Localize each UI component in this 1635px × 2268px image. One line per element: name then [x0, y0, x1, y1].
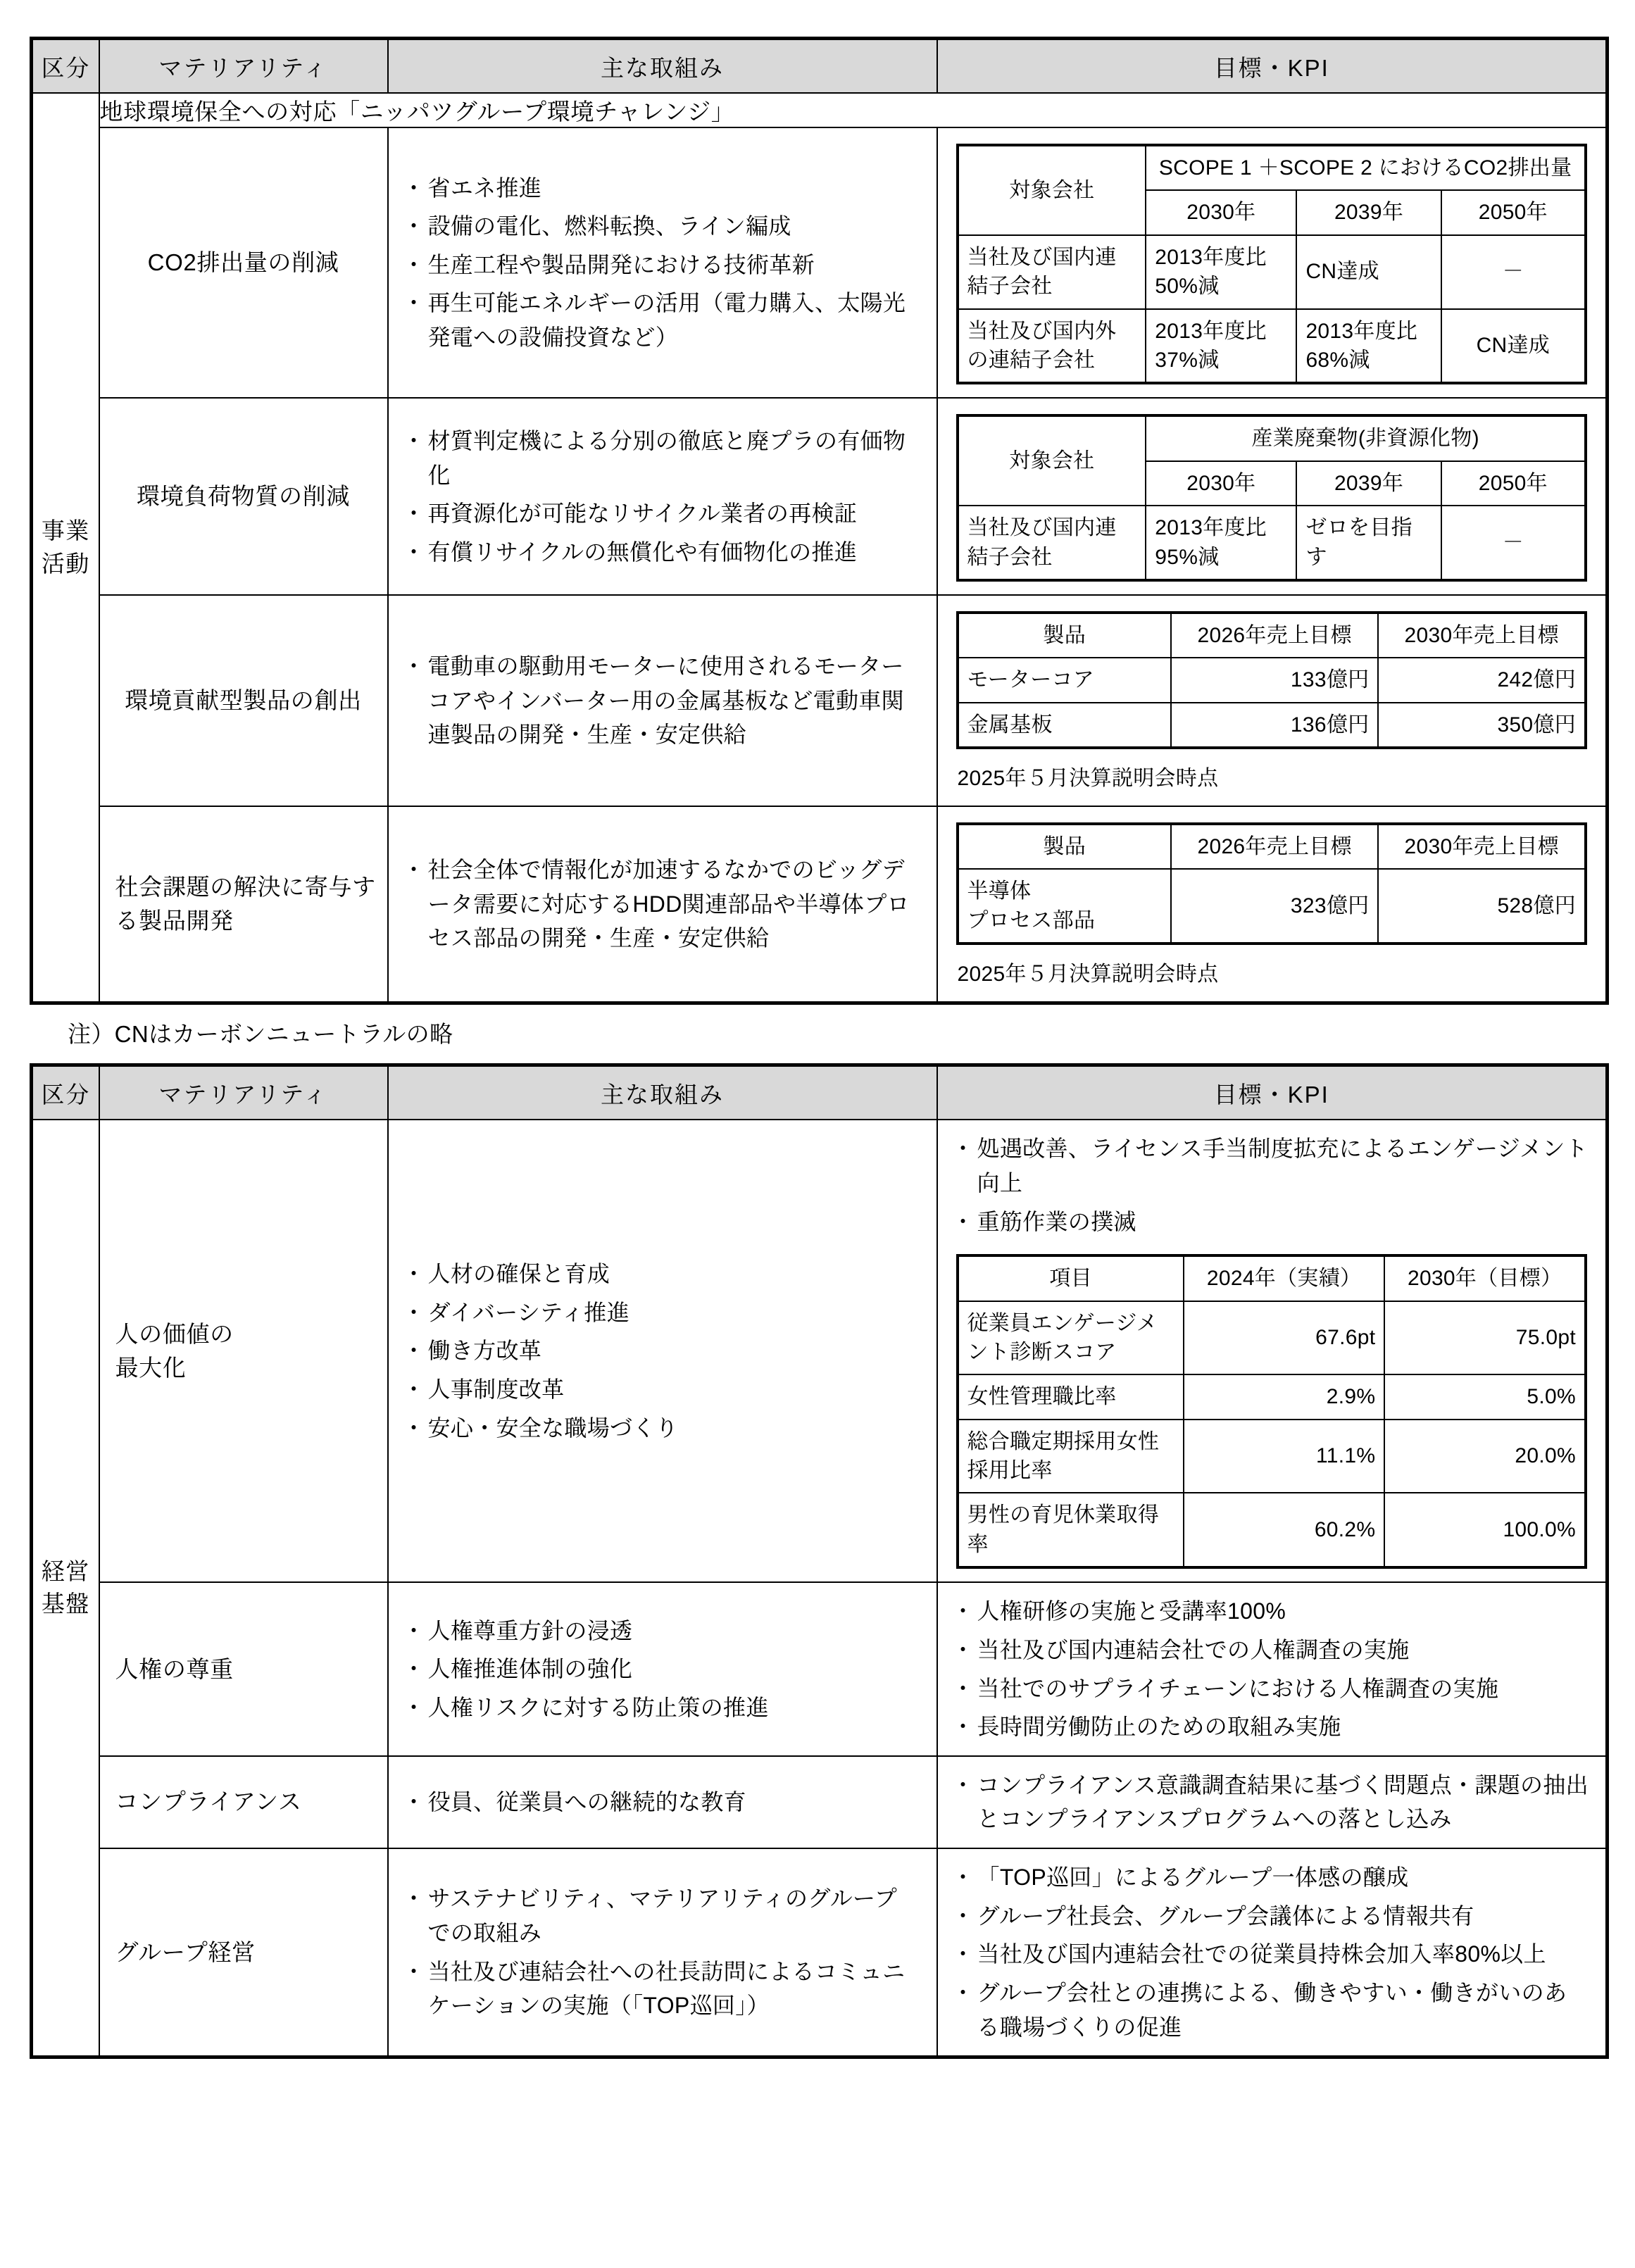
kpi-eco-products — [937, 595, 1608, 806]
table-row-social-products — [32, 806, 1608, 1003]
kpi-item: 従業員エンゲージメント診断スコア — [958, 1301, 1184, 1375]
human-capital-kpi-table — [956, 1254, 1588, 1569]
category-line-1: 事業 — [41, 518, 90, 544]
table-row — [958, 658, 1586, 702]
table-row — [958, 1493, 1586, 1567]
actions-co2 — [388, 127, 937, 398]
kpi-table-wrap — [938, 807, 1606, 1001]
actions-compliance — [388, 1756, 937, 1848]
kpi-year-2050: 2050年 — [1441, 190, 1586, 234]
sales-value-2030: 528億円 — [1378, 869, 1586, 944]
sales-header-2030: 2030年売上目標 — [1378, 824, 1586, 869]
actions-social-products — [388, 806, 937, 1003]
kpi-bullet-list — [938, 1849, 1606, 2055]
table-row — [958, 1255, 1586, 1301]
kpi-actual: 11.1% — [1184, 1420, 1385, 1493]
kpi-value: 2013年度比95%減 — [1146, 506, 1296, 580]
category-line-1: 経営 — [41, 1558, 90, 1584]
header-actions: 主な取組み — [388, 39, 937, 94]
list-item: ・ 働き方改革 — [404, 1334, 920, 1368]
table-row-compliance — [32, 1756, 1608, 1848]
sales-value-2026: 323億円 — [1171, 869, 1379, 944]
list-item: ・ 当社及び国内連結会社での従業員持株会加入率80%以上 — [953, 1937, 1589, 1972]
list-item: ・ 人権研修の実施と受講率100% — [953, 1594, 1589, 1629]
action-list — [389, 1870, 936, 2034]
list-item: ・ 電動車の駆動用モーターに使用されるモーターコアやインバーター用の金属基板など電動車関連製品の開発・生産・安定供給 — [404, 649, 920, 752]
table-row — [958, 415, 1586, 461]
sales-product-line-1: 半導体 — [967, 879, 1032, 903]
category-cell-business — [32, 93, 99, 1003]
eco-products-sales-table — [956, 611, 1588, 749]
sales-product: 金属基板 — [958, 703, 1171, 748]
kpi-year-2039: 2039年 — [1296, 461, 1441, 506]
sales-value-2026: 133億円 — [1171, 658, 1379, 702]
sales-header-2026: 2026年売上目標 — [1171, 613, 1379, 658]
actions-group-management — [388, 1848, 937, 2057]
materiality-eco-products: 環境貢献型製品の創出 — [99, 595, 388, 806]
materiality-co2: CO2排出量の削減 — [99, 127, 388, 398]
kpi-human-rights — [937, 1582, 1608, 1756]
table-row — [958, 869, 1586, 944]
sales-product — [958, 869, 1171, 944]
kpi-header-actual: 2024年（実績） — [1184, 1255, 1385, 1301]
list-item: ・ サステナビリティ、マテリアリティのグループでの取組み — [404, 1881, 920, 1950]
list-item: ・ 当社及び国内連結会社での人権調査の実施 — [953, 1633, 1589, 1667]
header-materiality: マテリアリティ — [99, 1065, 388, 1120]
category-line-2: 活動 — [41, 550, 90, 577]
header-kubun: 区分 — [32, 39, 99, 94]
kpi-corner-header: 対象会社 — [958, 415, 1146, 506]
list-item: ・ 人材の確保と育成 — [404, 1257, 920, 1291]
kpi-scope-label: 当社及び国内連結子会社 — [958, 235, 1146, 309]
kpi-bullet-list — [938, 1120, 1606, 1250]
sales-header-2026: 2026年売上目標 — [1171, 824, 1379, 869]
action-list — [389, 1603, 936, 1736]
kpi-table-wrap — [938, 1250, 1606, 1581]
table-row-eco-products — [32, 595, 1608, 806]
list-item: ・ 生産工程や製品開発における技術革新 — [404, 248, 920, 282]
list-item: ・ 社会全体で情報化が加速するなかでのビッグデータ需要に対応するHDD関連部品や半導体プロセス部品の開発・生産・安定供給 — [404, 853, 920, 956]
kpi-co2 — [937, 127, 1608, 398]
kpi-value: － — [1441, 506, 1586, 580]
list-item: ・ 人事制度改革 — [404, 1372, 920, 1407]
table-row-group-management — [32, 1848, 1608, 2057]
action-list — [389, 1774, 936, 1831]
list-item: ・ 設備の電化、燃料転換、ライン編成 — [404, 209, 920, 244]
actions-human-rights — [388, 1582, 937, 1756]
table-header-row — [32, 39, 1608, 94]
kpi-header-target: 2030年（目標） — [1384, 1255, 1586, 1301]
actions-human-value — [388, 1120, 937, 1582]
table-row-human-rights — [32, 1582, 1608, 1756]
header-kpi: 目標・KPI — [937, 1065, 1608, 1120]
kpi-bullet-list — [938, 1757, 1606, 1848]
table-row — [958, 235, 1586, 309]
kpi-value: ゼロを目指す — [1296, 506, 1441, 580]
list-item: ・ 役員、従業員への継続的な教育 — [404, 1785, 920, 1819]
kpi-value: CN達成 — [1296, 235, 1441, 309]
actions-eco-products — [388, 595, 937, 806]
header-kubun: 区分 — [32, 1065, 99, 1120]
kpi-actual: 2.9% — [1184, 1374, 1385, 1419]
list-item: ・ 当社でのサプライチェーンにおける人権調査の実施 — [953, 1672, 1589, 1706]
list-item: ・ 処遇改善、ライセンス手当制度拡充によるエンゲージメント向上 — [953, 1132, 1589, 1200]
action-list — [389, 1246, 936, 1456]
materiality-waste: 環境負荷物質の削減 — [99, 398, 388, 595]
materiality-group-management: グループ経営 — [99, 1848, 388, 2057]
kpi-value: 2013年度比68%減 — [1296, 309, 1441, 384]
list-item: ・ グループ社長会、グループ会議体による情報共有 — [953, 1899, 1589, 1934]
kpi-year-2039: 2039年 — [1296, 190, 1441, 234]
kpi-item: 総合職定期採用女性採用比率 — [958, 1420, 1184, 1493]
footnote-cn: 注）CNはカーボンニュートラルの略 — [68, 1021, 453, 1048]
list-item: ・ 人権推進体制の強化 — [404, 1652, 920, 1686]
sales-header-product: 製品 — [958, 613, 1171, 658]
environment-challenge-banner: 地球環境保全への対応「ニッパツグループ環境チャレンジ」 — [99, 93, 1608, 127]
materiality-human-value — [99, 1120, 388, 1582]
materiality-social-products: 社会課題の解決に寄与する製品開発 — [99, 806, 388, 1003]
kpi-human-value — [937, 1120, 1608, 1582]
list-item: ・ 省エネ推進 — [404, 171, 920, 206]
header-kpi: 目標・KPI — [937, 39, 1608, 94]
kpi-value: 2013年度比50%減 — [1146, 235, 1296, 309]
kpi-group-header: SCOPE 1 ＋SCOPE 2 におけるCO2排出量 — [1146, 145, 1586, 190]
kpi-year-2050: 2050年 — [1441, 461, 1586, 506]
kpi-year-2030: 2030年 — [1146, 461, 1296, 506]
kpi-target: 5.0% — [1384, 1374, 1586, 1419]
table-row — [958, 1301, 1586, 1375]
list-item: ・ 材質判定機による分別の徹底と廃プラの有価物化 — [404, 424, 920, 492]
kpi-table-wrap — [938, 596, 1606, 806]
sales-header-product: 製品 — [958, 824, 1171, 869]
list-item: ・ 再資源化が可能なリサイクル業者の再検証 — [404, 496, 920, 531]
action-list — [389, 638, 936, 763]
kpi-value: CN達成 — [1441, 309, 1586, 384]
list-item: ・ 再生可能エネルギーの活用（電力購入、太陽光発電への設備投資など） — [404, 286, 920, 354]
list-item: ・ 長時間労働防止のための取組み実施 — [953, 1710, 1589, 1744]
social-products-sales-table — [956, 822, 1588, 945]
table-row — [958, 1420, 1586, 1493]
materiality-compliance: コンプライアンス — [99, 1756, 388, 1848]
kpi-corner-header: 対象会社 — [958, 145, 1146, 235]
action-list — [389, 413, 936, 581]
table-row — [958, 309, 1586, 384]
materiality-table-management — [30, 1063, 1609, 2059]
table-row-waste — [32, 398, 1608, 595]
list-item: ・ 人権尊重方針の浸透 — [404, 1614, 920, 1648]
kpi-scope-label: 当社及び国内外の連結子会社 — [958, 309, 1146, 384]
list-item: ・ 安心・安全な職場づくり — [404, 1411, 920, 1446]
list-item: ・ グループ会社との連携による、働きやすい・働きがいのある職場づくりの促進 — [953, 1976, 1589, 2044]
materiality-table-business — [30, 37, 1609, 1005]
waste-kpi-table — [956, 414, 1588, 582]
sales-product: モーターコア — [958, 658, 1171, 702]
table-row — [958, 703, 1586, 748]
materiality-human-rights: 人権の尊重 — [99, 1582, 388, 1756]
kpi-item: 女性管理職比率 — [958, 1374, 1184, 1419]
kpi-actual: 67.6pt — [1184, 1301, 1385, 1375]
category-cell-management — [32, 1120, 99, 2057]
sales-value-2030: 350億円 — [1378, 703, 1586, 748]
kpi-table-wrap — [938, 399, 1606, 594]
kpi-scope-label: 当社及び国内連結子会社 — [958, 506, 1146, 580]
table-row — [958, 506, 1586, 580]
list-item: ・ コンプライアンス意識調査結果に基づく問題点・課題の抽出とコンプライアンスプログラムへの落とし込み — [953, 1768, 1589, 1836]
co2-kpi-table — [956, 144, 1588, 384]
list-item: ・ ダイバーシティ推進 — [404, 1296, 920, 1330]
sales-table-note: 2025年５月決算説明会時点 — [957, 767, 1219, 791]
list-item: ・ 重筋作業の撲滅 — [953, 1205, 1589, 1239]
kpi-compliance — [937, 1756, 1608, 1848]
table-row-co2 — [32, 127, 1608, 398]
action-list — [389, 841, 936, 967]
kpi-social-products — [937, 806, 1608, 1003]
materiality-line-1: 人の価値の — [115, 1320, 234, 1347]
kpi-target: 100.0% — [1384, 1493, 1586, 1567]
table-row-human-value — [32, 1120, 1608, 1582]
sales-value-2026: 136億円 — [1171, 703, 1379, 748]
kpi-actual: 60.2% — [1184, 1493, 1385, 1567]
header-materiality: マテリアリティ — [99, 39, 388, 94]
kpi-target: 20.0% — [1384, 1420, 1586, 1493]
list-item: ・ 人権リスクに対する防止策の推進 — [404, 1691, 920, 1725]
kpi-target: 75.0pt — [1384, 1301, 1586, 1375]
table-row — [958, 613, 1586, 658]
sales-table-note: 2025年５月決算説明会時点 — [957, 963, 1219, 986]
table-header-row — [32, 1065, 1608, 1120]
kpi-group-header: 産業廃棄物(非資源化物) — [1146, 415, 1586, 461]
kpi-group-management — [937, 1848, 1608, 2057]
sales-header-2030: 2030年売上目標 — [1378, 613, 1586, 658]
sales-product-line-2: プロセス部品 — [967, 908, 1096, 932]
action-list — [389, 160, 936, 366]
environment-challenge-banner-row — [32, 93, 1608, 127]
kpi-year-2030: 2030年 — [1146, 190, 1296, 234]
materiality-line-2: 最大化 — [115, 1354, 187, 1381]
kpi-header-item: 項目 — [958, 1255, 1184, 1301]
sales-value-2030: 242億円 — [1378, 658, 1586, 702]
list-item: ・ 当社及び連結会社への社長訪問によるコミュニケーションの実施（「TOP巡回」） — [404, 1955, 920, 2023]
table-row — [958, 1374, 1586, 1419]
kpi-waste — [937, 398, 1608, 595]
list-item: ・ 「TOP巡回」によるグループ一体感の醸成 — [953, 1860, 1589, 1895]
kpi-table-wrap — [938, 128, 1606, 397]
table-row — [958, 145, 1586, 190]
table-row — [958, 824, 1586, 869]
list-item: ・ 有償リサイクルの無償化や有価物化の推進 — [404, 535, 920, 570]
kpi-item: 男性の育児休業取得率 — [958, 1493, 1184, 1567]
header-actions: 主な取組み — [388, 1065, 937, 1120]
kpi-value: － — [1441, 235, 1586, 309]
kpi-bullet-list — [938, 1583, 1606, 1755]
category-line-2: 基盤 — [41, 1591, 90, 1617]
kpi-value: 2013年度比37%減 — [1146, 309, 1296, 384]
actions-waste — [388, 398, 937, 595]
